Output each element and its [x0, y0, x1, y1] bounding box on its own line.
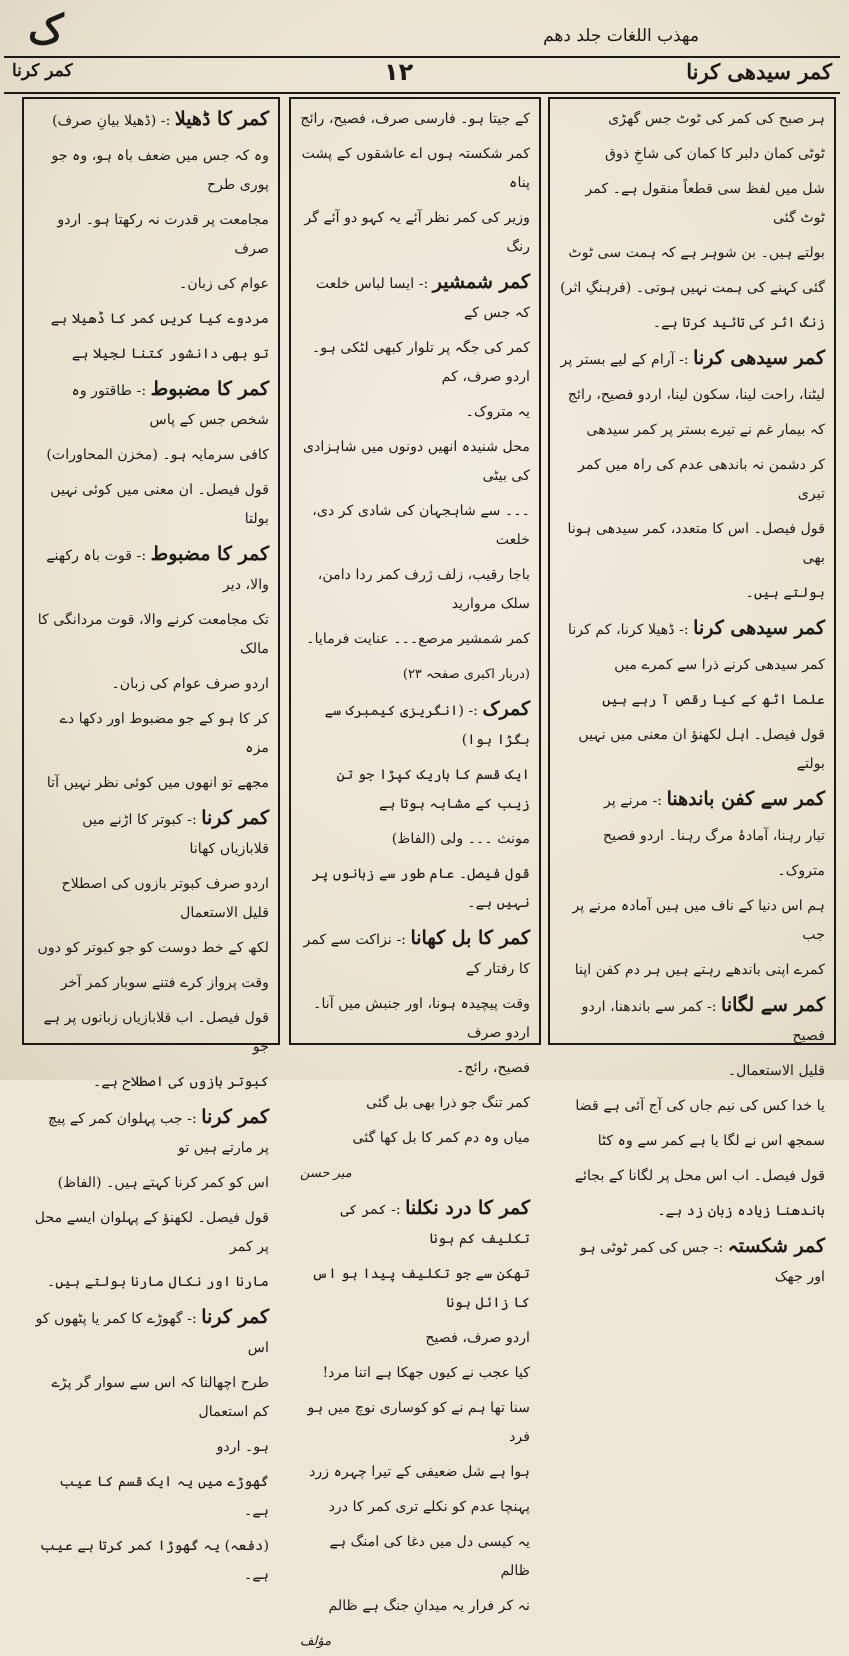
entry-text: کمر شمشیر مرصع۔۔۔ عنایت فرمایا۔ [306, 631, 530, 647]
author-signature: مؤلف [300, 1634, 332, 1649]
column-right-line [559, 721, 825, 779]
entry-text: سنا تھا ہم نے کو کوساری نوچ میں ہو فرد [307, 1400, 530, 1445]
entry-text: کمر کی جگہ پر تلوار کبھی لٹکی ہو۔ اردو صرف، کم [311, 340, 530, 385]
column-middle-line [300, 204, 530, 262]
column-right-line [559, 274, 825, 303]
column-middle-line [300, 860, 530, 918]
column-left-line [33, 1468, 269, 1526]
entry-text: ہوا ہے شل ضعیفی کے تیرا چہرہ زرد [309, 1464, 530, 1480]
column-right-line: کمر سے لگانا :- کمر سے باندھنا، اردو فصیح [581, 994, 825, 1044]
entry-text: کر دشمن نہ باندھی عدم کی راہ میں کمر تیری [578, 457, 825, 502]
column-middle-line: کمر کا بل کھانا :- نزاکت سے کمر کا رفتار کے [303, 927, 530, 977]
entry-text: مجھے تو انھوں میں کوئی نظر نہیں آتا [46, 775, 269, 791]
column-right-line [559, 175, 825, 233]
column-right-line [559, 1162, 825, 1191]
column-middle-line [300, 1159, 530, 1188]
column-middle-line [300, 561, 530, 619]
entry-text: قول فیصل۔ عام طور سے زبانوں پر نہیں ہے۔ [311, 866, 530, 911]
entry-headword: کمر سیدھی کرنا [693, 617, 825, 639]
entry-text: ٹوٹی کمان دلبر کا کمان کی شاخِ ذوق [605, 146, 825, 162]
column-right-line [559, 451, 825, 509]
column-left-line [33, 969, 269, 998]
column-right-line [559, 140, 825, 169]
entry-text: اردو صرف، فصیح [425, 1330, 530, 1346]
column-left-line [33, 1169, 269, 1198]
column-middle-line [300, 1089, 530, 1118]
column-middle-line [300, 1359, 530, 1388]
entry-text: مرنے پر [604, 793, 648, 809]
column-middle-line [300, 1054, 530, 1083]
entry-text: قول فیصل۔ لکھنؤ کے پہلوان ایسے محل پر کمر [34, 1210, 269, 1255]
entry-text: طرح اچھالنا کہ اس سے سوار گر پڑے کم استعمال [51, 1375, 269, 1420]
column-middle-line [300, 433, 530, 491]
entry-headword: کمر کرنا [201, 1306, 269, 1328]
column-right-line [559, 1197, 825, 1226]
column-middle-line [300, 1324, 530, 1353]
entry-text: ہو۔ اردو [216, 1439, 269, 1455]
column-middle-line [300, 1394, 530, 1452]
column-left-line: کمر کا مضبوط :- قوت باہ رکھنے والا، دیر [46, 543, 269, 593]
column-left-line [33, 934, 269, 963]
column-middle-line: کمر کا درد نکلنا :- کمر کی تکلیف کم ہونا [340, 1197, 530, 1247]
column-left-line [33, 1004, 269, 1062]
entry-text: ایسا لباس خلعت کہ جس کے [315, 276, 530, 321]
column-left-line [33, 142, 269, 200]
column-right-line [559, 651, 825, 680]
entry-text: لیٹنا، راحت لینا، سکون لینا، اردو فصیح، رائج [567, 387, 825, 403]
entry-text: اردو صرف عوام کی زبان۔ [111, 676, 269, 692]
column-left [22, 97, 280, 1583]
entry-text: ایک قسم کا باریک کپڑا جو تن زیب کے مشابہ ہوتا ہے [336, 767, 530, 812]
entry-text: کمر شکستہ ہوں اے عاشقوں کے پشت پناہ [301, 146, 530, 191]
entry-text: گئی کہنے کی ہمت نہیں ہوتی۔ (فرہنگِ اثر) [560, 280, 825, 296]
entry-text: عوام کی زبان۔ [179, 276, 269, 292]
column-middle-line [300, 497, 530, 555]
entry-headword: کمر سیدھی کرنا [693, 347, 825, 369]
column-left-line [33, 1268, 269, 1297]
entry-text: ہم اس دنیا کے ناف میں ہیں آمادہ مرنے پر جب [572, 898, 825, 943]
entry-headword: کمر کا بل کھانا [410, 927, 530, 949]
entry-text: ڈھیلا کرنا، کم کرنا [568, 622, 675, 638]
entry-text: قول فیصل۔ اہل لکھنؤ ان معنی میں نہیں بولتے [578, 727, 825, 772]
column-left-line [33, 870, 269, 928]
entry-text: باجا رقیب، زلف ژرف کمر ردا دامن، سلک مروارید [317, 567, 530, 612]
column-right-line [559, 515, 825, 573]
header-left-keyword: کمر کرنا [12, 61, 73, 81]
entry-text: نزاکت سے کمر کا رفتار کے [303, 932, 530, 977]
entry-text: جس کی کمر ٹوٹی ہو اور جھک [580, 1240, 825, 1285]
entry-text: کمر کی تکلیف کم ہونا [340, 1202, 530, 1247]
column-middle-line [300, 625, 530, 654]
entry-text: گھوڑے میں یہ ایک قسم کا عیب ہے۔ [59, 1474, 269, 1519]
column-left-line [33, 1068, 269, 1097]
entry-text: گھوڑے کا کمر یا پٹھوں کو اس [35, 1311, 269, 1356]
column-left-line [33, 1532, 269, 1590]
entry-text: قول فیصل۔ اب اس محل پر لگانا کے بجائے [574, 1168, 825, 1184]
column-right-line [559, 1057, 825, 1086]
corner-letter-mark: ک [28, 6, 64, 53]
entry-text: مونث ۔۔۔ ولی (الفاظ) [391, 831, 530, 847]
entry-headword: کمر کرنا [201, 1106, 269, 1128]
entry-text: قول فیصل۔ ان معنی میں کوئی نہیں بولتا [50, 482, 269, 527]
column-left-line [33, 206, 269, 264]
entry-text: مردوے کیا کریں کمر کا ڈھیلا ہے [50, 311, 269, 327]
entry-text: کافی سرمایہ ہو۔ (مخزن المحاورات) [46, 447, 269, 463]
entry-text: تو بھی دانشور کتنا لجیلا ہے [71, 346, 269, 362]
entry-text: اس کو کمر کرنا کہتے ہیں۔ (الفاظ) [57, 1175, 269, 1191]
entry-text: باندھنا زیادہ زبان زد ہے۔ [657, 1203, 825, 1219]
column-middle-line [300, 761, 530, 819]
entry-text: یہ کیسی دل میں دغا کی امنگ ہے ظالم [329, 1534, 530, 1579]
column-right-line [559, 892, 825, 950]
column-left-line [33, 670, 269, 699]
entry-text: طاقتور وہ شخص جس کے پاس [71, 383, 269, 428]
entry-text: وہ کہ جس میں ضعف باہ ہو، وہ جو پوری طرح [51, 148, 269, 193]
entry-text: بولتے ہیں۔ بن شوہر ہے کہ ہمت سی ٹوٹ [568, 245, 825, 261]
entry-headword: کمر کا ڈھیلا [174, 108, 269, 130]
entry-text: وزیر کی کمر نظر آئے یہ کہو دو آئے گر رنگ [304, 210, 530, 255]
column-right-line [559, 239, 825, 268]
entry-text: قلیل الاستعمال۔ [727, 1063, 825, 1079]
column-middle-line: کمر شمشیر :- ایسا لباس خلعت کہ جس کے [315, 271, 530, 321]
entry-text: یا خدا کس کی نیم جاں کی آج آئی ہے قضا [575, 1098, 825, 1114]
entry-text: نہ کر فرار یہ میدانِ جنگ ہے ظالم [328, 1598, 530, 1614]
column-right-line: کمر سے کفن باندھنا :- مرنے پر [604, 788, 825, 810]
entry-text: تھکن سے جو تکلیف پیدا ہو اس کا زائل ہونا [311, 1266, 530, 1311]
column-middle-line [300, 825, 530, 854]
entry-headword: کمر شکستہ [727, 1235, 825, 1257]
entry-text: ہر صبح کی کمر کی ٹوٹ جس گھڑی [608, 111, 825, 127]
column-middle-line [300, 334, 530, 392]
entry-text: شل میں لفظ سی قطعاً منقول ہے۔ کمر ٹوٹ گئی [585, 181, 825, 226]
column-left-line [33, 1433, 269, 1462]
page-header [4, 56, 840, 94]
column-right-line [559, 579, 825, 608]
entry-text: (انگریزی کیمبرک سے بگڑا ہوا) [324, 703, 530, 748]
column-right-line [559, 956, 825, 985]
entry-text: لکھ کے خط دوست کو جو کبوتر کو دوں [37, 940, 269, 956]
entry-text: میاں وہ دم کمر کا بل کھا گئی [352, 1130, 530, 1146]
entry-headword: کمر کرنا [201, 807, 269, 829]
entry-text: علما اٹھ کے کیا رقص آ رہے ہیں [602, 692, 825, 708]
entry-text: کر کا ہو کے جو مضبوط اور دکھا دے مزہ [59, 711, 269, 756]
column-left-line [33, 340, 269, 369]
entry-text: کبوتر کا اڑنے میں قلابازیاں کھانا [82, 812, 269, 857]
entry-text: کہ بیمار غم نے تیرے بستر پر کمر سیدھی [586, 422, 825, 438]
header-right-keyword: کمر سیدھی کرنا [686, 59, 832, 84]
entry-text: کمر سے باندھنا، اردو فصیح [581, 999, 825, 1044]
column-left-line: کمر کرنا :- کبوتر کا اڑنے میں قلابازیاں کھانا [82, 807, 269, 857]
entry-text: سمجھ اس نے لگا یا ہے کمر سے وہ کٹا [597, 1133, 825, 1149]
entry-text: یہ متروک۔ [465, 404, 530, 420]
column-middle-line [300, 140, 530, 198]
column-left-line [33, 270, 269, 299]
column-middle-line [300, 1627, 530, 1656]
entry-text: قول فیصل۔ اب قلابازیاں زبانوں پر ہے جو [43, 1010, 269, 1055]
column-left-line [33, 441, 269, 470]
entry-text: کیا عجب نے کیوں جھکا ہے اتنا مرد! [322, 1365, 530, 1381]
column-right-line [559, 686, 825, 715]
column-middle-line [300, 660, 530, 689]
entry-text: قوت باہ رکھنے والا، دیر [46, 548, 269, 593]
entry-text: محل شنیدہ انھیں دونوں میں شاہزادی کی بیٹی [302, 439, 530, 484]
entry-text: وقت پرواز کرے فتنے سوبار کمر آخر [60, 975, 269, 991]
column-right-line [559, 105, 825, 134]
column-right-line [559, 822, 825, 851]
entry-text: کے جیتا ہو۔ فارسی صرف، فصیح، رائج [300, 111, 530, 127]
entry-text: بولتے ہیں۔ [745, 585, 825, 601]
column-left-line: کمر کرنا :- گھوڑے کا کمر یا پٹھوں کو اس [35, 1306, 269, 1356]
entry-headword: کمر کا مضبوط [150, 378, 269, 400]
entry-text: تیار رہنا، آمادۂ مرگ رہنا۔ اردو فصیح [603, 828, 825, 844]
column-right [548, 97, 836, 1285]
author-signature: میر حسن [300, 1166, 352, 1181]
column-right-line [559, 1127, 825, 1156]
column-right-line: کمر سیدھی کرنا :- آرام کے لیے بستر پر [560, 347, 825, 369]
entry-headword: کمر کا درد نکلنا [405, 1197, 530, 1219]
entry-text: کمرے اپنی باندھے رہتے ہیں ہر دم کفن اپنا [574, 962, 825, 978]
page-number: ۱۲ [384, 58, 414, 86]
column-right-line [559, 416, 825, 445]
entry-text: قول فیصل۔ اس کا متعدد، کمر سیدھی ہونا بھی [567, 521, 825, 566]
column-middle [289, 97, 541, 1649]
column-left-line [33, 769, 269, 798]
column-right-line: کمر شکستہ :- جس کی کمر ٹوٹی ہو اور جھک [580, 1235, 825, 1285]
entry-headword: کمر سے لگانا [721, 994, 825, 1016]
column-right-line: کمر سیدھی کرنا :- ڈھیلا کرنا، کم کرنا [568, 617, 825, 639]
column-left-line [33, 305, 269, 334]
column-left-line: کمر کا ڈھیلا :- (ڈھیلا بیانِ صرف) [52, 108, 269, 130]
entry-text: آرام کے لیے بستر پر [560, 352, 675, 368]
column-middle-line [300, 1260, 530, 1318]
column-left-line [33, 1204, 269, 1262]
entry-text: پہنچا عدم کو نکلے تری کمر کا درد [328, 1499, 530, 1515]
column-middle-line: کمرک :- (انگریزی کیمبرک سے بگڑا ہوا) [324, 698, 530, 748]
entry-headword: کمرک [482, 698, 530, 720]
entry-text: ۔۔۔ سے شاہجہان کی شادی کر دی، خلعت [312, 503, 530, 548]
entry-text: (ڈھیلا بیانِ صرف) [52, 113, 157, 129]
column-middle-line [300, 398, 530, 427]
entry-text: تک مجامعت کرنے والا، قوت مردانگی کا مالک [37, 612, 269, 657]
entry-text: متروک۔ [777, 863, 825, 879]
entry-text: مارنا اور نکال مارنا بولتے ہیں۔ [46, 1274, 269, 1290]
entry-text: زنگ اثر کی تائید کرتا ہے۔ [652, 315, 825, 331]
column-middle-line [300, 990, 530, 1048]
column-right-line [559, 309, 825, 338]
column-right-line [559, 1092, 825, 1121]
entry-text: وقت پیچیدہ ہونا، اور جنبش میں آنا۔ اردو صرف [313, 996, 530, 1041]
entry-text: (دفعہ) یہ گھوڑا کمر کرتا ہے عیب ہے۔ [39, 1538, 269, 1583]
entry-headword: کمر کا مضبوط [150, 543, 269, 565]
entry-text: (دربار اکبری صفحہ ۲۳) [402, 667, 530, 682]
column-left-line [33, 606, 269, 664]
column-right-line [559, 381, 825, 410]
entry-text: فصیح، رائج۔ [456, 1060, 530, 1076]
entry-headword: کمر شمشیر [432, 271, 530, 293]
column-middle-line [300, 105, 530, 134]
entry-text: اردو صرف کبوتر بازوں کی اصطلاح قلیل الاستعمال [61, 876, 269, 921]
entry-text: جب پہلوان کمر کے پیچ پر مارتے ہیں تو [48, 1111, 269, 1156]
column-left-line [33, 476, 269, 534]
column-right-line [559, 857, 825, 886]
column-left-line: کمر کا مضبوط :- طاقتور وہ شخص جس کے پاس [71, 378, 269, 428]
column-left-line [33, 1369, 269, 1427]
running-head: مهذب اللغات جلد دهم [543, 26, 699, 46]
column-middle-line [300, 1458, 530, 1487]
column-left-line [33, 705, 269, 763]
entry-text: کبوتر بازوں کی اصطلاح ہے۔ [93, 1074, 269, 1090]
column-middle-line [300, 1493, 530, 1522]
column-middle-line [300, 1124, 530, 1153]
column-middle-line [300, 1592, 530, 1621]
column-middle-line [300, 1528, 530, 1586]
column-left-line: کمر کرنا :- جب پہلوان کمر کے پیچ پر مارتے ہیں تو [48, 1106, 269, 1156]
entry-headword: کمر سے کفن باندھنا [666, 788, 825, 810]
entry-text: کمر تنگ جو ذرا بھی بل گئی [366, 1095, 530, 1111]
entry-text: کمر سیدھی کرنے ذرا سے کمرے میں [614, 657, 825, 673]
entry-text: مجامعت پر قدرت نہ رکھتا ہو۔ اردو صرف [57, 212, 269, 257]
